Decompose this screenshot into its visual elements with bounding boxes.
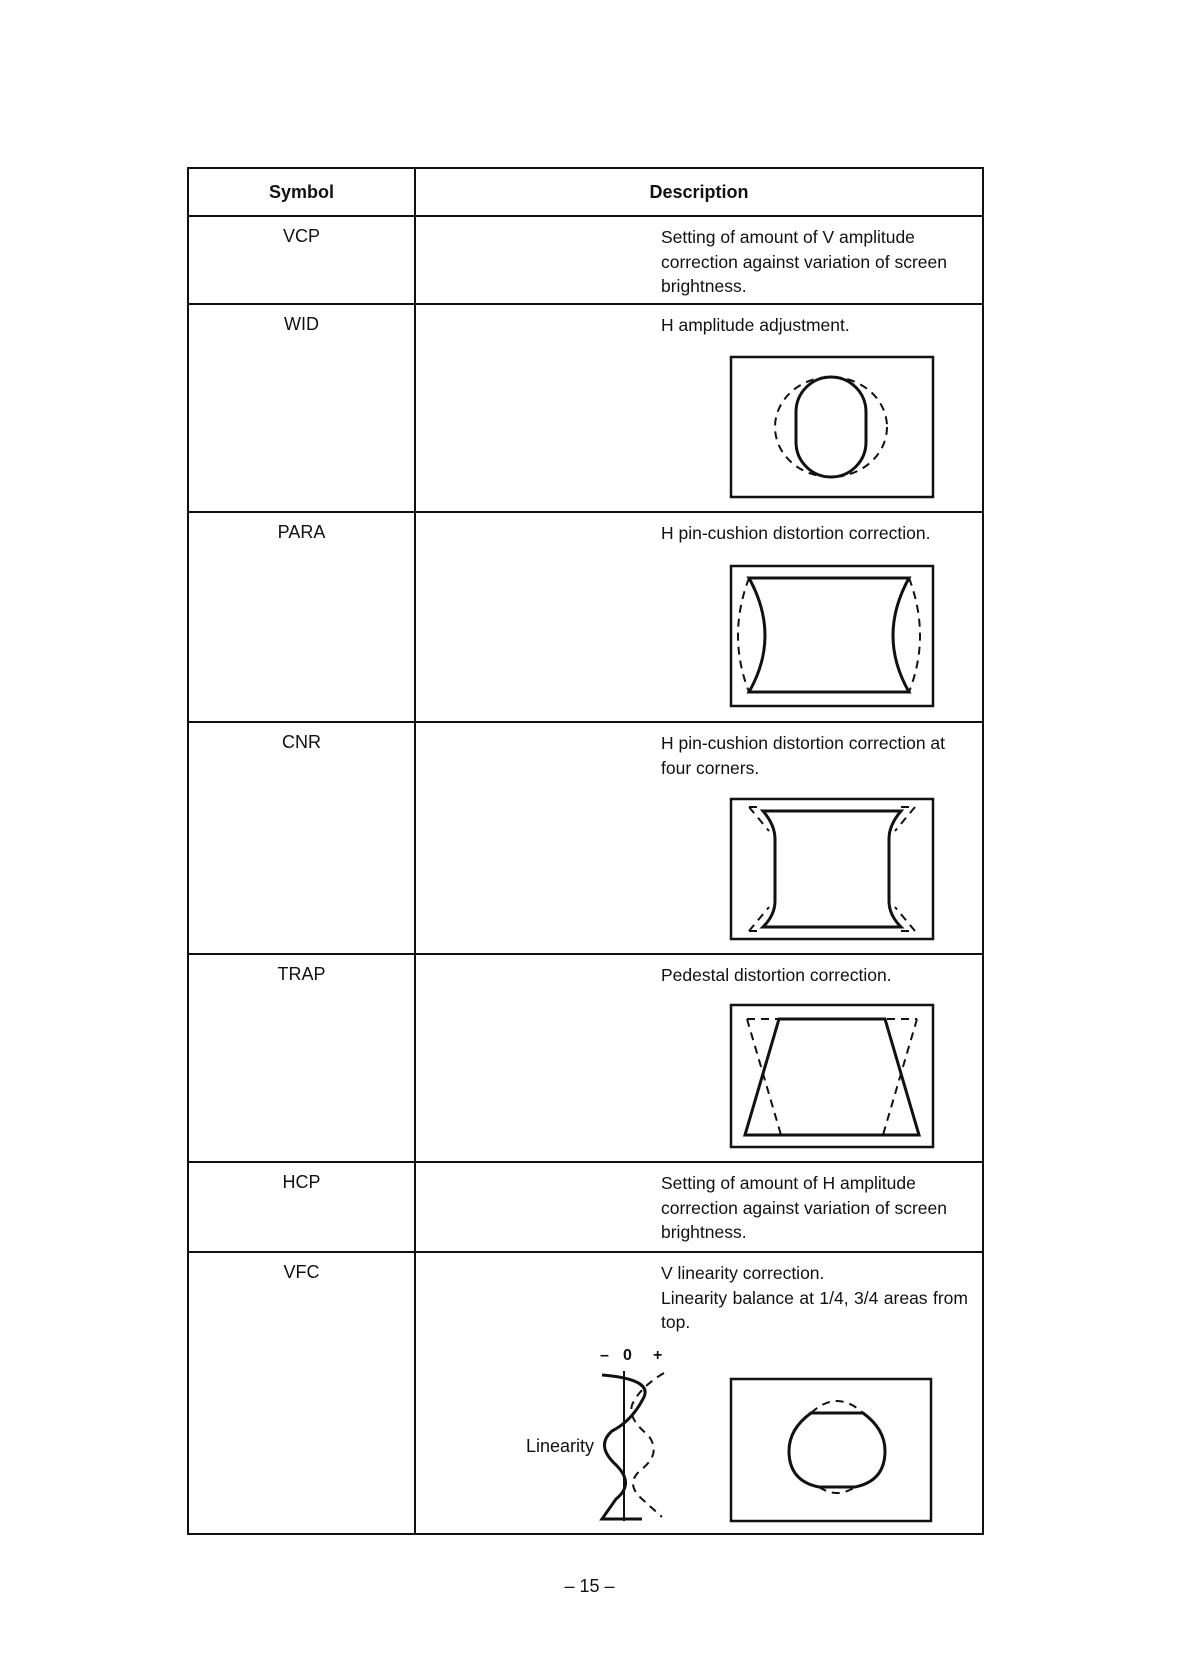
description-text: H amplitude adjustment. [661, 315, 850, 335]
description-text: Setting of amount of H amplitude correction against variation of screen brightness. [661, 1173, 947, 1242]
table-row [188, 216, 983, 304]
description-text [661, 1261, 968, 1335]
description-text: Pedestal distortion correction. [661, 965, 892, 985]
symbol-cell: WID [188, 304, 415, 512]
table-row [188, 722, 983, 954]
trapezoid-diagram [729, 1003, 935, 1149]
symbol-cell: TRAP [188, 954, 415, 1162]
description-line-2: Linearity balance at 1/4, 3/4 areas from top. [661, 1287, 968, 1332]
symbol-cell: VCP [188, 216, 415, 304]
v-linearity-diagram [729, 1377, 933, 1523]
table-row [188, 304, 983, 512]
description-cell [415, 304, 983, 512]
description-cell [415, 1252, 983, 1534]
linearity-minus-label: – [600, 1347, 609, 1364]
header-symbol: Symbol [188, 168, 415, 216]
table-row [188, 1252, 983, 1534]
table-header-row [188, 168, 983, 216]
symbol-cell: HCP [188, 1162, 415, 1252]
description-line-1: V linearity correction. [661, 1263, 825, 1283]
corner-pincushion-diagram [729, 797, 935, 941]
description-cell [415, 722, 983, 954]
description-text: Setting of amount of V amplitude correction against variation of screen brightness. [661, 227, 947, 296]
table-row [188, 1162, 983, 1252]
symbol-cell: VFC [188, 1252, 415, 1534]
description-cell [415, 512, 983, 722]
symbol-cell: PARA [188, 512, 415, 722]
linearity-zero-label: 0 [623, 1347, 632, 1364]
description-cell [415, 216, 983, 304]
symbol-cell: CNR [188, 722, 415, 954]
pincushion-diagram [729, 564, 935, 708]
linearity-plus-label: + [653, 1347, 663, 1364]
table-row [188, 512, 983, 722]
h-amplitude-diagram [729, 355, 935, 499]
description-cell [415, 1162, 983, 1252]
table-row [188, 954, 983, 1162]
description-cell [415, 954, 983, 1162]
linearity-label: Linearity [526, 1436, 595, 1456]
description-text: H pin-cushion distortion correction. [661, 523, 931, 543]
description-text: H pin-cushion distortion correction at four corners. [661, 733, 946, 778]
page-number: – 15 – [564, 1576, 615, 1596]
header-description: Description [415, 168, 983, 216]
linearity-wave-icon [592, 1365, 682, 1525]
adjustment-table [187, 167, 984, 1535]
